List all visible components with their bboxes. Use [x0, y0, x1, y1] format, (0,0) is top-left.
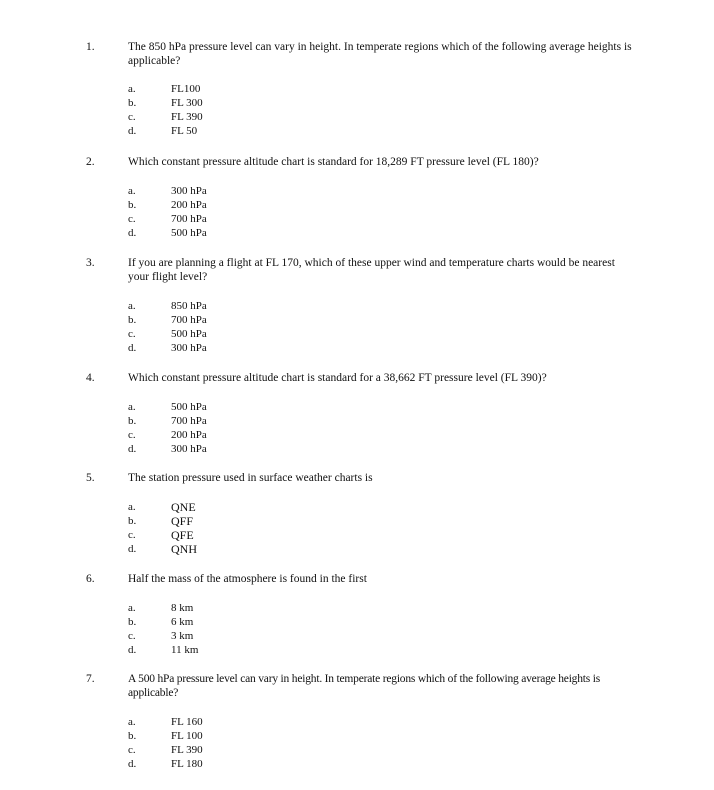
- option-b: [0, 198, 714, 212]
- option-letter: b.: [128, 97, 137, 109]
- option-d: [0, 341, 714, 355]
- question-number: 7.: [86, 673, 95, 685]
- option-text: 300 hPa: [171, 342, 207, 354]
- option-letter: a.: [128, 401, 136, 413]
- option-b: [0, 313, 714, 327]
- option-d: [0, 643, 714, 657]
- option-text: FL 100: [171, 730, 203, 742]
- option-letter: b.: [128, 730, 137, 742]
- option-c: [0, 327, 714, 341]
- option-a: [0, 715, 714, 729]
- option-text: 6 km: [171, 616, 194, 628]
- option-letter: a.: [128, 602, 136, 614]
- option-text: FL 50: [171, 125, 198, 137]
- question-text: A 500 hPa pressure level can vary in height. In temperate regions which of the following average heights is applicable?: [128, 673, 600, 699]
- option-letter: b.: [128, 199, 137, 211]
- option-c: [0, 528, 714, 542]
- option-a: [0, 82, 714, 96]
- question-number: 5.: [86, 472, 95, 484]
- option-letter: c.: [128, 529, 136, 541]
- question-number: 6.: [86, 573, 95, 585]
- question-text: Half the mass of the atmosphere is found in the first: [128, 573, 367, 585]
- option-d: [0, 124, 714, 138]
- option-text: 11 km: [171, 644, 199, 656]
- option-letter: c.: [128, 744, 136, 756]
- option-text: 700 hPa: [171, 213, 207, 225]
- option-c: [0, 428, 714, 442]
- option-text: FL 390: [171, 111, 203, 123]
- option-text: 200 hPa: [171, 199, 207, 211]
- question-number: 1.: [86, 41, 95, 53]
- option-text: 300 hPa: [171, 443, 207, 455]
- option-text: FL 160: [171, 716, 203, 728]
- option-a: [0, 184, 714, 198]
- option-b: [0, 729, 714, 743]
- question-number: 4.: [86, 372, 95, 384]
- option-letter: c.: [128, 429, 136, 441]
- option-letter: a.: [128, 501, 136, 513]
- option-letter: b.: [128, 415, 137, 427]
- option-d: [0, 757, 714, 771]
- option-text: 8 km: [171, 602, 194, 614]
- option-text: 300 hPa: [171, 185, 207, 197]
- option-d: [0, 542, 714, 556]
- option-c: [0, 212, 714, 226]
- option-letter: c.: [128, 328, 136, 340]
- option-d: [0, 442, 714, 456]
- option-text: 500 hPa: [171, 227, 207, 239]
- option-text: 200 hPa: [171, 429, 207, 441]
- option-c: [0, 743, 714, 757]
- option-letter: d.: [128, 644, 137, 656]
- option-letter: d.: [128, 342, 137, 354]
- option-a: [0, 299, 714, 313]
- option-letter: a.: [128, 83, 136, 95]
- option-letter: a.: [128, 185, 136, 197]
- option-d: [0, 226, 714, 240]
- option-text: QFF: [171, 514, 194, 528]
- question-text: The 850 hPa pressure level can vary in height. In temperate regions which of the following average heights is applicable?: [128, 41, 632, 67]
- option-letter: b.: [128, 616, 137, 628]
- option-text: QNH: [171, 542, 197, 556]
- option-text: 500 hPa: [171, 328, 207, 340]
- question-text: If you are planning a flight at FL 170, which of these upper wind and temperature charts would be nearest your flight level?: [128, 257, 615, 283]
- option-text: FL 300: [171, 97, 203, 109]
- option-text: 850 hPa: [171, 300, 207, 312]
- option-letter: d.: [128, 227, 137, 239]
- option-text: QFE: [171, 528, 194, 542]
- option-c: [0, 629, 714, 643]
- option-text: 3 km: [171, 630, 194, 642]
- option-a: [0, 500, 714, 514]
- option-text: FL 390: [171, 744, 203, 756]
- option-b: [0, 96, 714, 110]
- option-text: 500 hPa: [171, 401, 207, 413]
- option-b: [0, 514, 714, 528]
- question-text: The station pressure used in surface weather charts is: [128, 472, 373, 484]
- option-a: [0, 601, 714, 615]
- option-letter: d.: [128, 443, 137, 455]
- option-letter: c.: [128, 111, 136, 123]
- option-letter: d.: [128, 543, 137, 555]
- option-letter: b.: [128, 314, 137, 326]
- option-a: [0, 400, 714, 414]
- option-letter: a.: [128, 300, 136, 312]
- option-text: 700 hPa: [171, 415, 207, 427]
- option-letter: a.: [128, 716, 136, 728]
- option-text: QNE: [171, 500, 196, 514]
- option-b: [0, 615, 714, 629]
- option-c: [0, 110, 714, 124]
- option-letter: c.: [128, 213, 136, 225]
- option-letter: d.: [128, 125, 137, 137]
- option-text: FL 180: [171, 758, 203, 770]
- option-text: 700 hPa: [171, 314, 207, 326]
- question-number: 2.: [86, 156, 95, 168]
- option-letter: c.: [128, 630, 136, 642]
- option-b: [0, 414, 714, 428]
- option-letter: b.: [128, 515, 137, 527]
- option-letter: d.: [128, 758, 137, 770]
- question-text: Which constant pressure altitude chart is standard for 18,289 FT pressure level (FL 180)?: [128, 156, 539, 168]
- question-text: Which constant pressure altitude chart is standard for a 38,662 FT pressure level (FL 390)?: [128, 372, 547, 384]
- question-number: 3.: [86, 257, 95, 269]
- option-text: FL100: [171, 83, 201, 95]
